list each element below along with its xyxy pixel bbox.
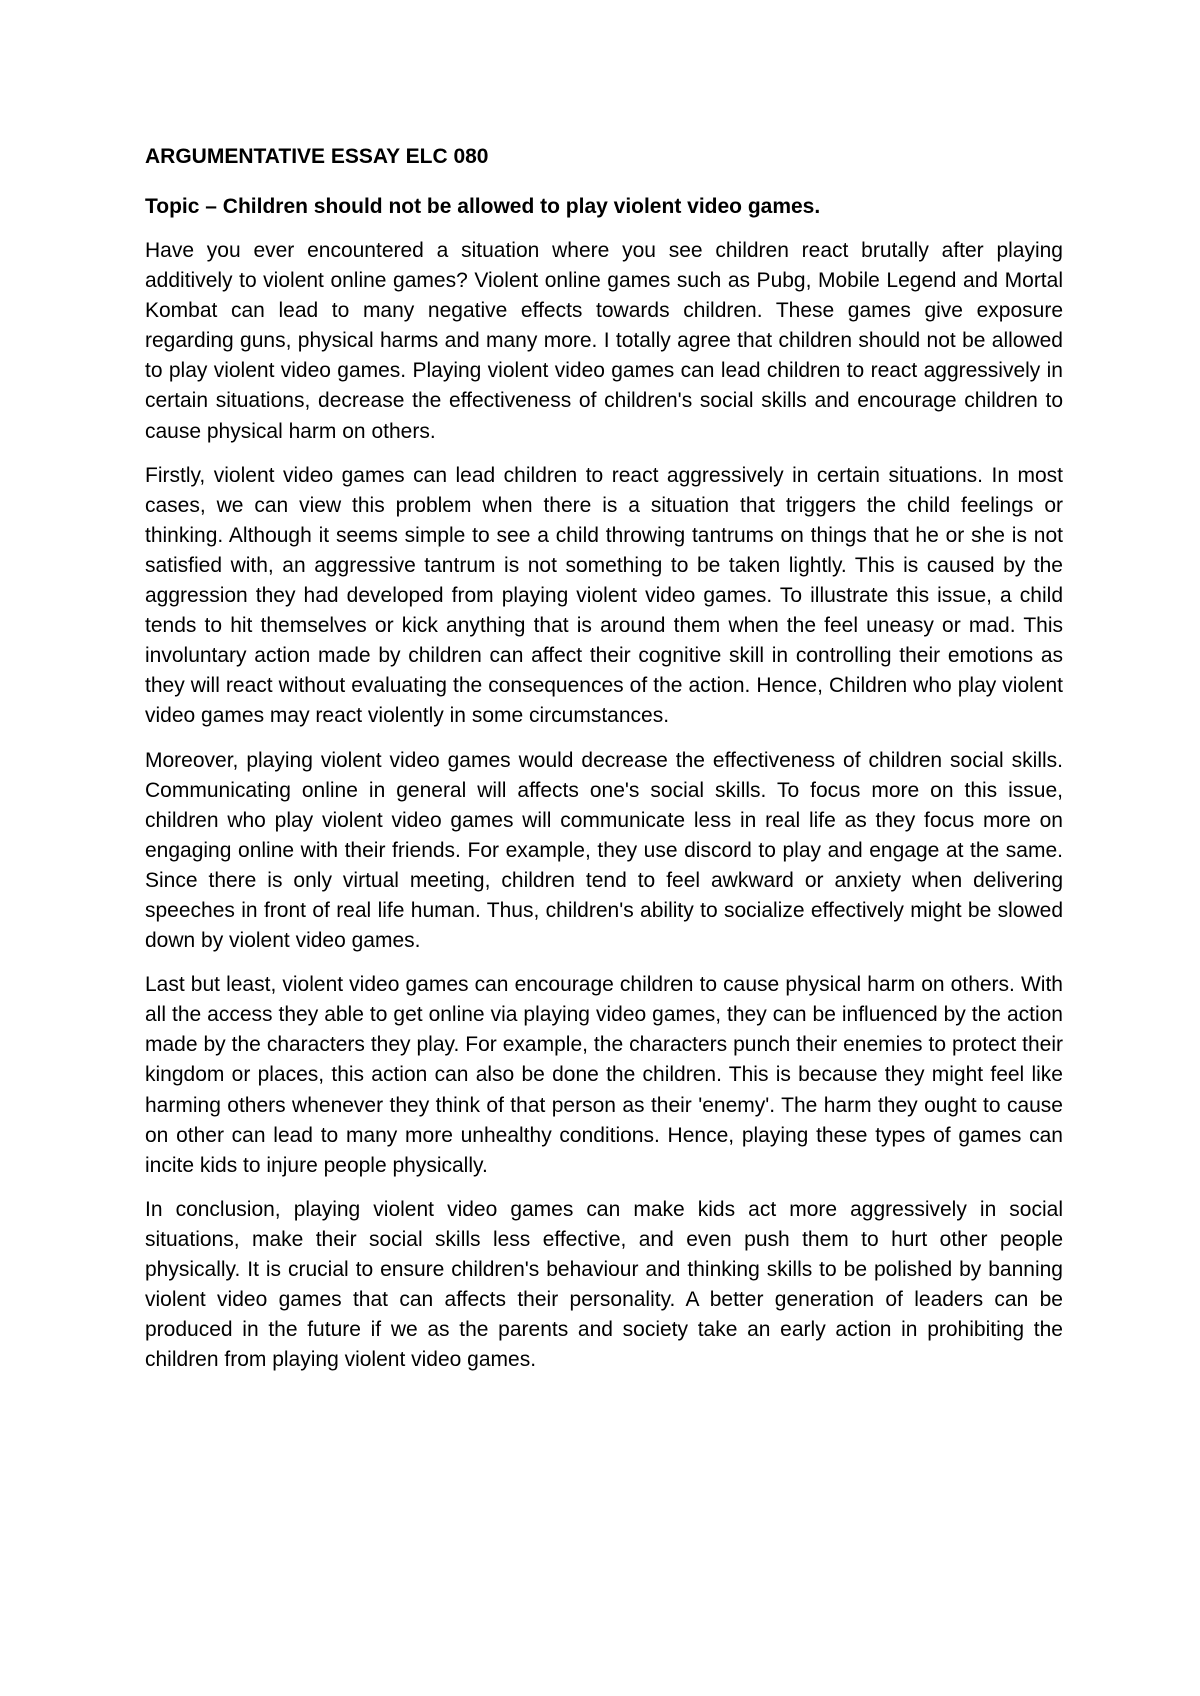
paragraph-body-1: Firstly, violent video games can lead children to react aggressively in certain situations. In most cases, we can view this problem when there is a situation that triggers the child feelings or thinking. Although it seems simple to see a child throwing tantrums on things that he or she is not satisfied with, an aggressive tantrum is not something to be taken lightly. This is caused by the aggression they had developed from playing violent video games. To illustrate this issue, a child tends to hit themselves or kick anything that is around them when the feel uneasy or mad. This involuntary action made by children can affect their cognitive skill in controlling their emotions as they will react without evaluating the consequences of the action. Hence, Children who play violent video games may react violently in some circumstances. [145,463,1063,728]
document-topic: Topic – Children should not be allowed to play violent video games. [145,195,821,218]
paragraph-body-2: Moreover, playing violent video games would decrease the effectiveness of children social skills. Communicating online in general will affects one's social skills. To focus more on this issue, children who play violent video games will communicate less in real life as they focus more on engaging online with their friends. For example, they use discord to play and engage at the same. Since there is only virtual meeting, children tend to feel awkward or anxiety when delivering speeches in front of real life human. Thus, children's ability to socialize effectively might be slowed down by violent video games. [145,748,1063,953]
paragraph-body-3: Last but least, violent video games can encourage children to cause physical harm on others. With all the access they able to get online via playing video games, they can be influenced by the action made by the characters they play. For example, the characters punch their enemies to protect their kingdom or places, this action can also be done the children. This is because they might feel like harming others whenever they think of that person as their 'enemy'. The harm they ought to cause on other can lead to many more unhealthy conditions. Hence, playing these types of games can incite kids to injure people physically. [145,973,1063,1177]
paragraph-conclusion: In conclusion, playing violent video games can make kids act more aggressively in social situations, make their social skills less effective, and even push them to hurt other people physically. It is crucial to ensure children's behaviour and thinking skills to be polished by banning violent video games that can affects their personality. A better generation of leaders can be produced in the future if we as the parents and society take an early action in prohibiting the children from playing violent video games. [145,1197,1063,1372]
paragraph-introduction: Have you ever encountered a situation where you see children react brutally after playing additively to violent online games? Violent online games such as Pubg, Mobile Legend and Mortal Kombat can lead to many negative effects towards children. These games give exposure regarding guns, physical harms and many more. I totally agree that children should not be allowed to play violent video games. Playing violent video games can lead children to react aggressively in certain situations, decrease the effectiveness of children's social skills and encourage children to cause physical harm on others. [145,239,1063,443]
document-title: ARGUMENTATIVE ESSAY ELC 080 [145,145,489,168]
document-page [145,142,1063,1389]
